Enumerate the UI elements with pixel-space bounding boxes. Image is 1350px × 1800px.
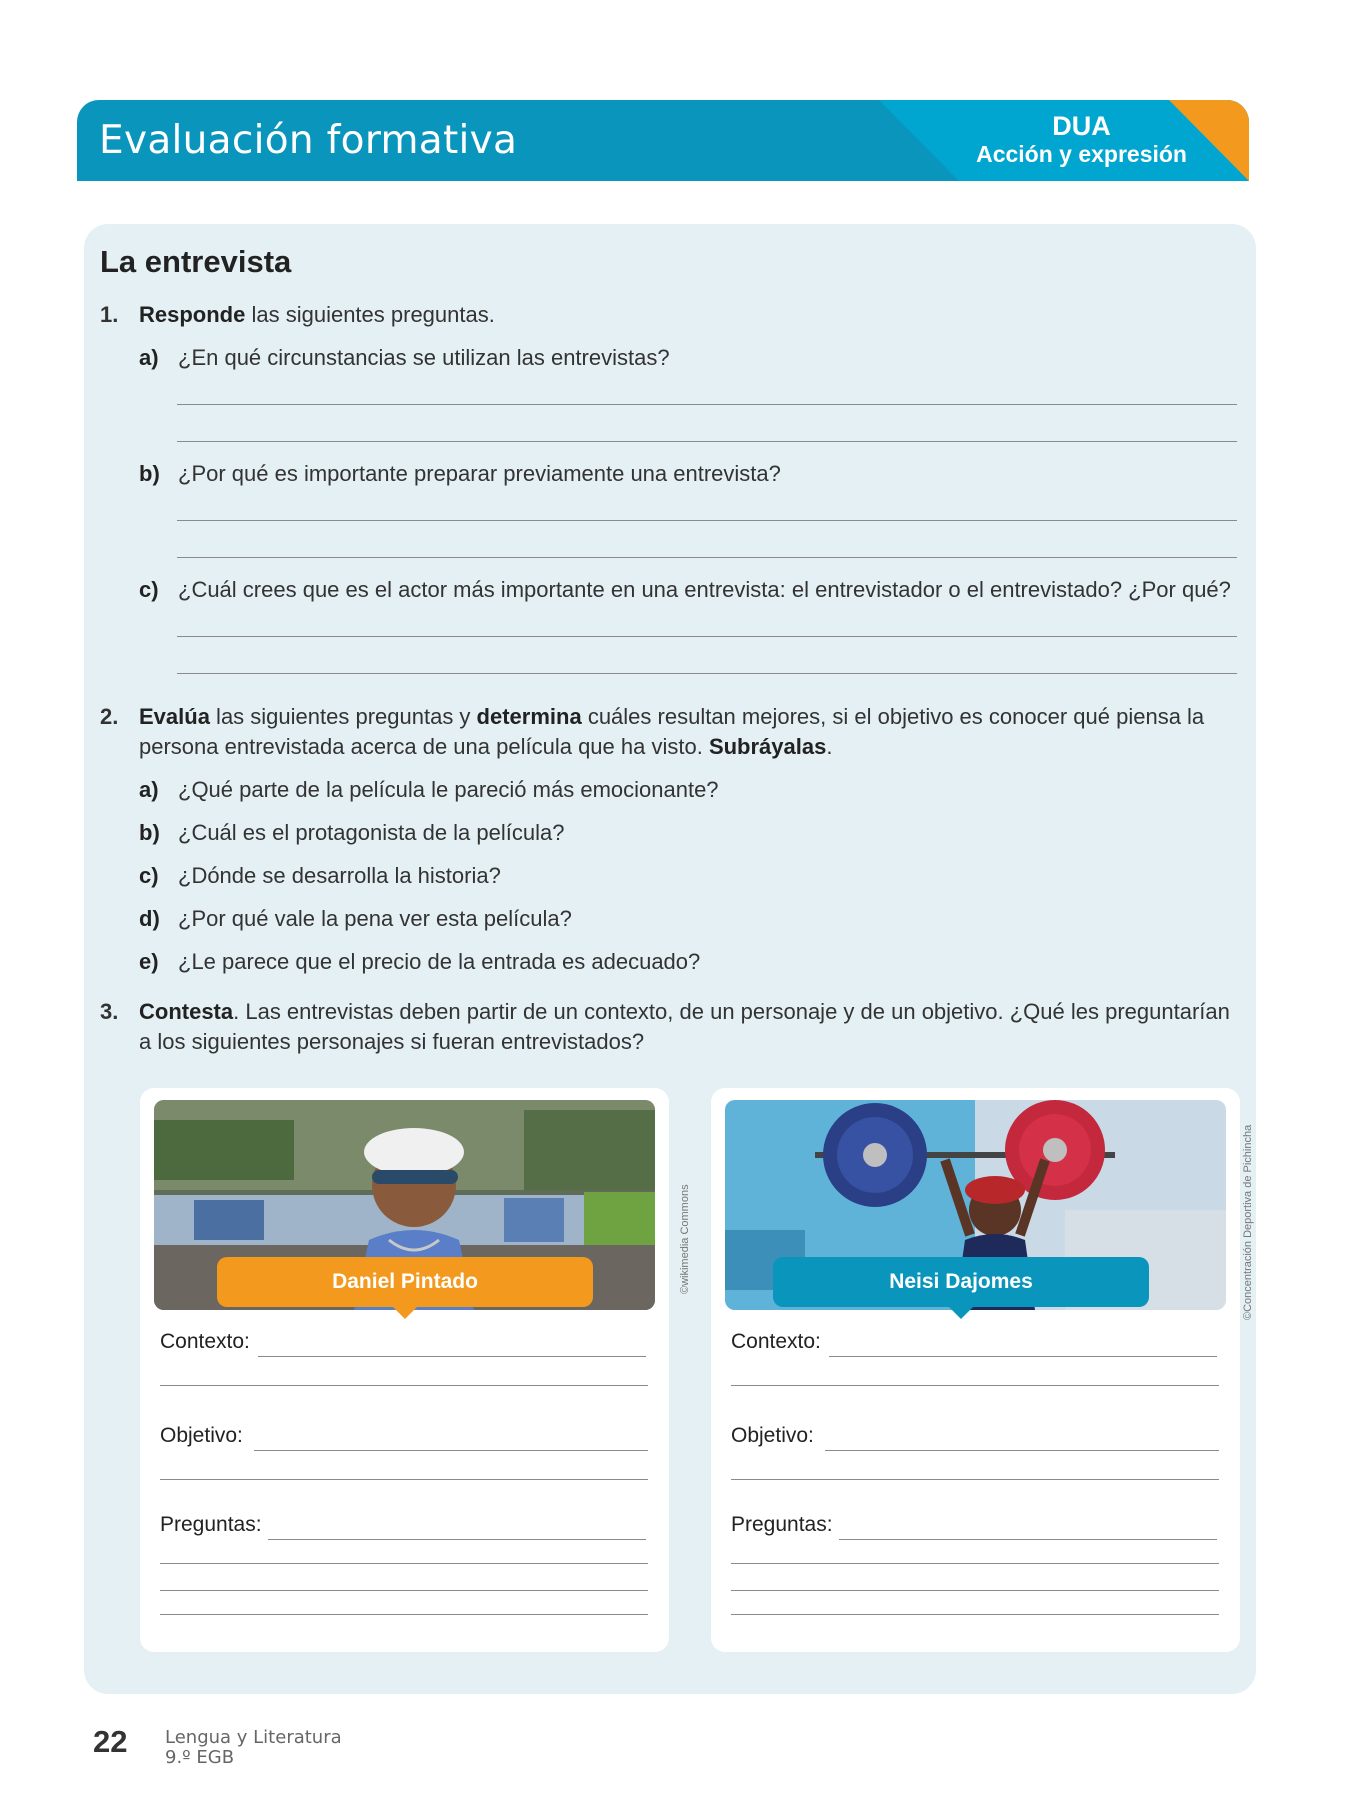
profile-card-daniel-pintado [140,1088,669,1652]
q2-item-e[interactable] [139,947,700,977]
question-verb: Contesta [139,999,234,1024]
subject-label: Lengua y Literatura [165,1727,342,1748]
item-letter: a) [139,345,159,370]
question-verb: Responde [139,302,246,327]
section-title: La entrevista [100,244,292,279]
page-number: 22 [93,1724,128,1759]
answer-line[interactable] [177,673,1237,674]
answer-line[interactable] [731,1479,1219,1480]
answer-line[interactable] [177,557,1237,558]
answer-line[interactable] [160,1590,648,1591]
item-letter: c) [139,577,159,602]
item-letter: b) [139,820,160,845]
answer-line[interactable] [160,1479,648,1480]
contexto-label: Contexto: [160,1330,250,1353]
answer-line[interactable] [160,1614,648,1615]
answer-line[interactable] [731,1385,1219,1386]
name-tag: Daniel Pintado [217,1257,593,1307]
grade-label: 9.º EGB [165,1747,235,1768]
q2-item-c[interactable] [139,861,501,891]
question-1 [100,300,495,330]
question-number: 1. [100,302,119,327]
item-text: ¿Por qué es importante preparar previamente una entrevista? [178,461,781,486]
item-text: ¿En qué circunstancias se utilizan las entrevistas? [178,345,670,370]
answer-line[interactable] [177,441,1237,442]
dua-title: DUA [1052,111,1111,141]
answer-line[interactable] [160,1563,648,1564]
preguntas-label: Preguntas: [160,1513,262,1536]
question-text: . Las entrevistas deben partir de un contexto, de un personaje y de un objetivo. ¿Qué les preguntarían a los siguientes personajes si fueran entrevistados? [139,999,1230,1054]
answer-line[interactable] [160,1385,648,1386]
question-verb: determina [476,704,582,729]
item-text[interactable]: ¿Dónde se desarrolla la historia? [178,863,501,888]
answer-line[interactable] [258,1356,646,1357]
question-text: las siguientes preguntas. [245,302,495,327]
item-text[interactable]: ¿Por qué vale la pena ver esta película? [178,906,572,931]
answer-line[interactable] [268,1539,646,1540]
profile-card-neisi-dajomes [711,1088,1240,1652]
photo-credit: ©wikimedia Commons [679,1184,691,1294]
answer-line[interactable] [177,520,1237,521]
question-text: las siguientes preguntas y [209,704,477,729]
question-text: . [826,734,833,759]
question-text: cuáles resultan mejores, si el objetivo es conocer qué piensa la persona entrevistada acerca de una película que ha visto. [139,704,1205,759]
photo-credit: ©Concentración Deportiva de Pichincha [1242,1124,1254,1320]
q2-item-a[interactable] [139,775,719,805]
question-3 [139,997,1239,1057]
question-verb: Subráyalas [708,734,827,759]
answer-line[interactable] [731,1563,1219,1564]
question-3-number [100,997,139,1027]
page-title: Evaluación formativa [99,118,518,163]
item-text: ¿Cuál crees que es el actor más importante en una entrevista: el entrevistador o el entrevistado? ¿Por qué? [178,577,1231,602]
objetivo-label: Objetivo: [160,1424,243,1447]
item-letter: c) [139,863,159,888]
answer-line[interactable] [177,404,1237,405]
dua-label [976,112,1187,168]
q1-item-b [139,459,781,489]
item-letter: a) [139,777,159,802]
question-number: 2. [100,704,119,729]
answer-line[interactable] [839,1539,1217,1540]
preguntas-label: Preguntas: [731,1513,833,1536]
question-verb: Evalúa [139,704,210,729]
page-header [77,100,1249,181]
objetivo-label: Objetivo: [731,1424,814,1447]
q1-item-a [139,343,670,373]
answer-line[interactable] [731,1590,1219,1591]
item-text[interactable]: ¿Cuál es el protagonista de la película? [178,820,565,845]
item-text[interactable]: ¿Qué parte de la película le pareció más emocionante? [178,777,719,802]
item-letter: d) [139,906,160,931]
item-letter: b) [139,461,160,486]
question-2-number [100,702,139,732]
answer-line[interactable] [254,1450,648,1451]
item-letter: e) [139,949,159,974]
answer-line[interactable] [825,1450,1219,1451]
contexto-label: Contexto: [731,1330,821,1353]
q1-item-c [139,575,1231,605]
answer-line[interactable] [829,1356,1217,1357]
question-2 [139,702,1239,762]
answer-line[interactable] [731,1614,1219,1615]
name-tag: Neisi Dajomes [773,1257,1149,1307]
dua-subtitle: Acción y expresión [976,141,1187,167]
question-number: 3. [100,999,119,1024]
q2-item-b[interactable] [139,818,564,848]
answer-line[interactable] [177,636,1237,637]
item-text[interactable]: ¿Le parece que el precio de la entrada es adecuado? [178,949,701,974]
q2-item-d[interactable] [139,904,572,934]
